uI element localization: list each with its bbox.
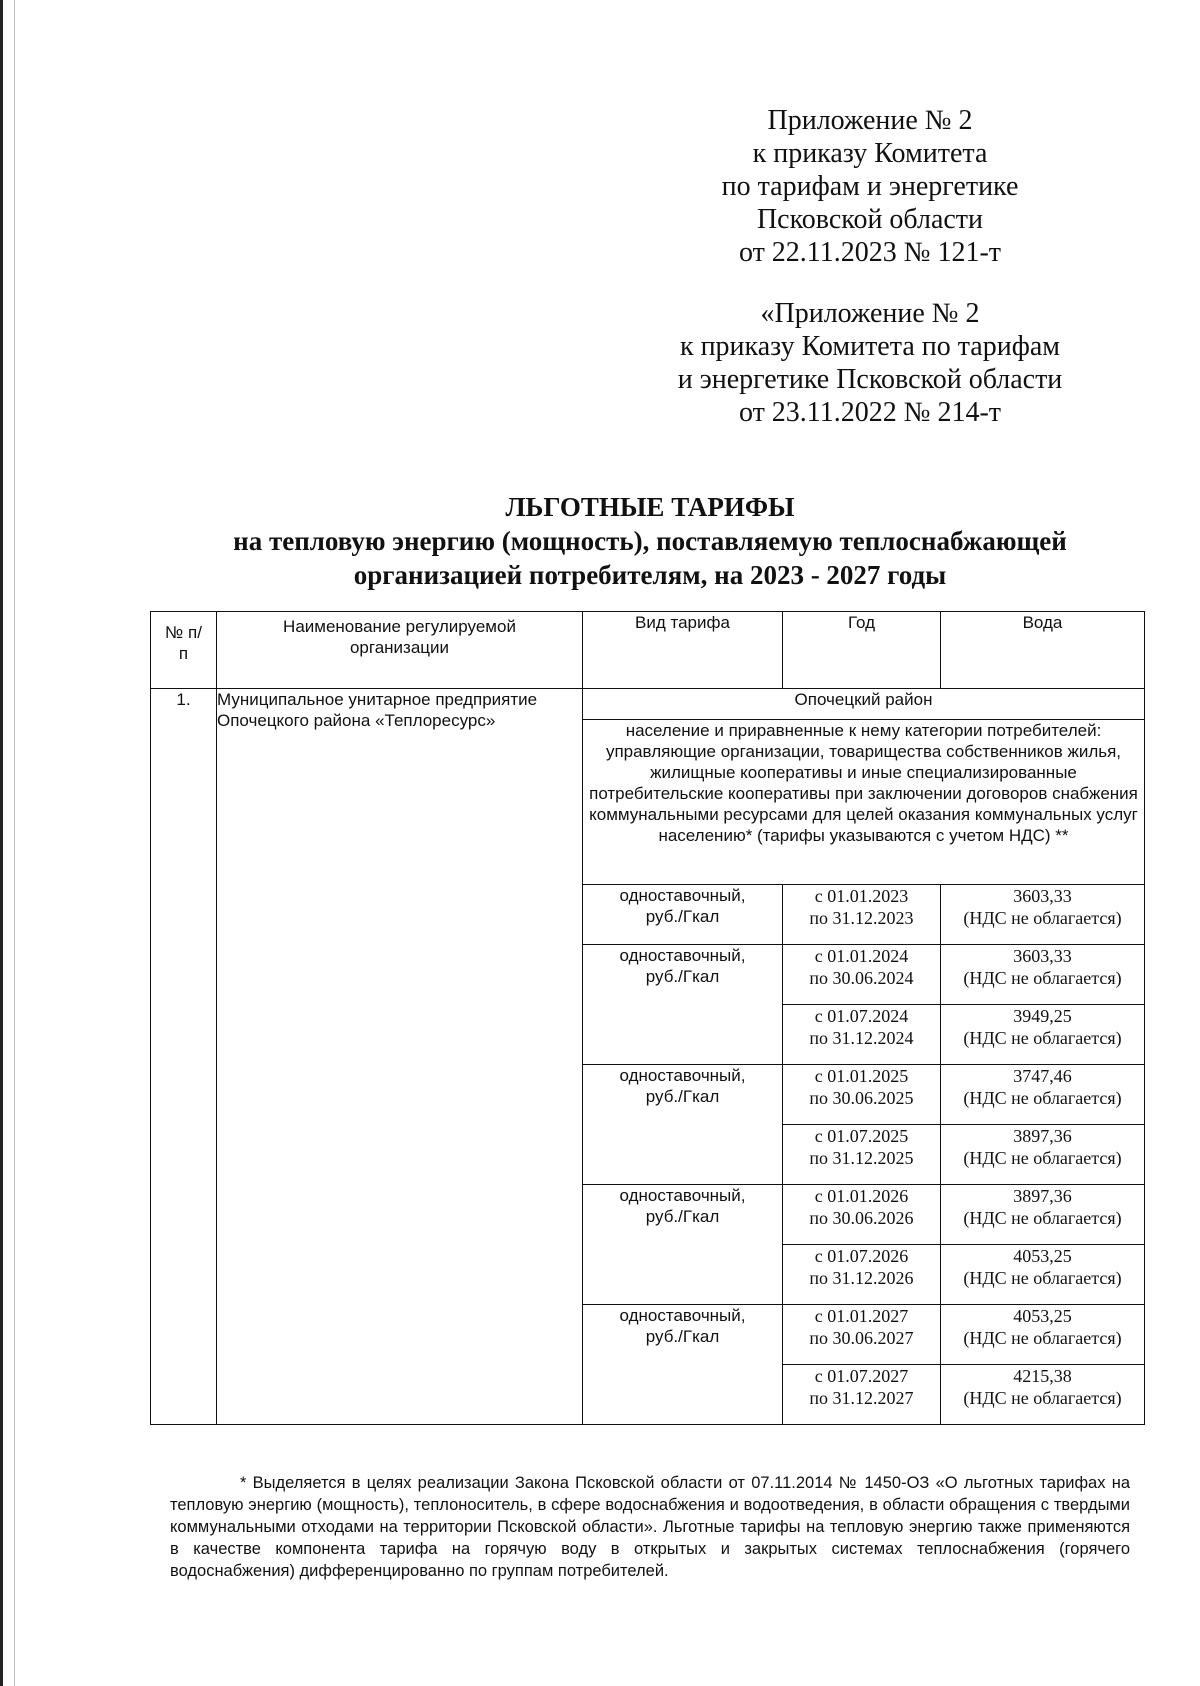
price-note: (НДС не облагается) bbox=[963, 1328, 1122, 1348]
tariff-type-cell bbox=[583, 1065, 783, 1185]
price-note: (НДС не облагается) bbox=[963, 1268, 1122, 1288]
header-line: от 23.11.2022 № 214-т bbox=[738, 397, 1002, 428]
tariff-unit-line: руб./Гкал bbox=[645, 1207, 720, 1226]
period-from: с 01.07.2026 bbox=[814, 1246, 909, 1266]
scan-edge-faint bbox=[14, 0, 15, 1686]
footnote-text: * Выделяется в целях реализации Закона Псковской области от 07.11.2014 № 1450-ОЗ «О льготных тарифах на тепловую энергию (мощность), теплоноситель, в сфере водоснабжения и водоотведения, в области обращения с твердыми коммунальными отходами на территории Псковской области». Льготные тарифы на тепловую энергию также применяются в качестве компонента тарифа на горячую воду в открытых и закрытых системах теплоснабжения (горячего водоснабжения) дифференцированно по группам потребителей. bbox=[170, 1474, 1130, 1580]
period-from: с 01.01.2025 bbox=[814, 1066, 909, 1086]
tariff-type-line: одноставочный, bbox=[619, 886, 746, 905]
tariff-unit-line: руб./Гкал bbox=[645, 967, 720, 986]
header-line: к приказу Комитета bbox=[752, 138, 988, 169]
tariff-unit-line: руб./Гкал bbox=[645, 907, 720, 926]
price-note: (НДС не облагается) bbox=[963, 1148, 1122, 1168]
header-line: Псковской области bbox=[756, 204, 984, 235]
price-cell bbox=[941, 1245, 1145, 1305]
row-number: 1. bbox=[151, 689, 217, 1425]
price-value: 4215,38 bbox=[1013, 1366, 1072, 1386]
appendix-header bbox=[720, 104, 1020, 269]
period-cell bbox=[783, 1065, 941, 1125]
period-cell bbox=[783, 945, 941, 1005]
price-cell bbox=[941, 1305, 1145, 1365]
tariff-type-line: одноставочный, bbox=[619, 946, 746, 965]
tariff-type-cell bbox=[583, 1305, 783, 1425]
title-line-1: ЛЬГОТНЫЕ ТАРИФЫ bbox=[505, 492, 795, 522]
table-row bbox=[151, 689, 1145, 720]
period-cell bbox=[783, 1305, 941, 1365]
tariff-type-cell bbox=[583, 945, 783, 1065]
period-from: с 01.01.2026 bbox=[814, 1186, 909, 1206]
tariff-type-cell bbox=[583, 1185, 783, 1305]
header-tariff-type: Вид тарифа bbox=[583, 612, 783, 689]
period-cell bbox=[783, 1005, 941, 1065]
price-note: (НДС не облагается) bbox=[963, 968, 1122, 988]
price-value: 3603,33 bbox=[1013, 886, 1072, 906]
price-cell bbox=[941, 1185, 1145, 1245]
quoted-appendix-header bbox=[660, 297, 1080, 429]
price-cell bbox=[941, 945, 1145, 1005]
price-value: 3897,36 bbox=[1013, 1126, 1072, 1146]
header-line: Приложение № 2 bbox=[767, 105, 973, 136]
period-from: с 01.01.2027 bbox=[814, 1306, 909, 1326]
period-to: по 30.06.2025 bbox=[809, 1088, 914, 1108]
price-note: (НДС не облагается) bbox=[963, 1208, 1122, 1228]
period-to: по 30.06.2024 bbox=[809, 968, 914, 988]
header-line: «Приложение № 2 bbox=[760, 298, 980, 329]
footnote bbox=[170, 1472, 1130, 1582]
tariff-type-line: одноставочный, bbox=[619, 1066, 746, 1085]
price-cell bbox=[941, 1125, 1145, 1185]
title-line-2: на тепловую энергию (мощность), поставляемую теплоснабжающей bbox=[233, 526, 1067, 556]
document-title bbox=[150, 490, 1150, 592]
price-cell bbox=[941, 885, 1145, 945]
header-year: Год bbox=[783, 612, 941, 689]
period-cell bbox=[783, 1185, 941, 1245]
price-value: 4053,25 bbox=[1013, 1246, 1072, 1266]
tariff-table bbox=[150, 611, 1145, 1425]
price-cell bbox=[941, 1365, 1145, 1425]
period-cell bbox=[783, 885, 941, 945]
header-water: Вода bbox=[941, 612, 1145, 689]
price-note: (НДС не облагается) bbox=[963, 1088, 1122, 1108]
period-from: с 01.07.2024 bbox=[814, 1006, 909, 1026]
header-line: от 22.11.2023 № 121-т bbox=[738, 237, 1002, 268]
tariff-unit-line: руб./Гкал bbox=[645, 1327, 720, 1346]
period-from: с 01.07.2025 bbox=[814, 1126, 909, 1146]
scan-edge bbox=[0, 0, 3, 1686]
organization-name: Муниципальное унитарное предприятие Опочецкого района «Теплоресурс» bbox=[217, 689, 583, 1425]
header-line: к приказу Комитета по тарифам bbox=[679, 331, 1061, 362]
price-note: (НДС не облагается) bbox=[963, 1028, 1122, 1048]
period-to: по 31.12.2027 bbox=[809, 1388, 914, 1408]
header-organization: Наименование регулируемой организации bbox=[217, 612, 583, 689]
tariff-unit-line: руб./Гкал bbox=[645, 1087, 720, 1106]
period-to: по 31.12.2023 bbox=[809, 908, 914, 928]
consumer-category: население и приравненные к нему категории потребителей: управляющие организации, товарищества собственников жилья, жилищные кооперативы и иные специализированные потребительские кооперативы при заключении договоров снабжения коммунальными ресурсами для целей оказания коммунальных услуг населению* (тарифы указываются с учетом НДС) ** bbox=[583, 720, 1145, 885]
price-value: 3949,25 bbox=[1013, 1006, 1072, 1026]
tariff-type-cell bbox=[583, 885, 783, 945]
header-line: и энергетике Псковской области bbox=[677, 364, 1063, 395]
price-value: 3603,33 bbox=[1013, 946, 1072, 966]
period-to: по 30.06.2026 bbox=[809, 1208, 914, 1228]
period-to: по 31.12.2025 bbox=[809, 1148, 914, 1168]
district-name: Опочецкий район bbox=[583, 689, 1145, 720]
period-to: по 31.12.2024 bbox=[809, 1028, 914, 1048]
period-cell bbox=[783, 1245, 941, 1305]
period-to: по 30.06.2027 bbox=[809, 1328, 914, 1348]
period-to: по 31.12.2026 bbox=[809, 1268, 914, 1288]
period-cell bbox=[783, 1125, 941, 1185]
header-num: № п/п bbox=[151, 612, 217, 689]
header-line: по тарифам и энергетике bbox=[721, 171, 1019, 202]
price-value: 4053,25 bbox=[1013, 1306, 1072, 1326]
price-value: 3747,46 bbox=[1013, 1066, 1072, 1086]
table-header-row bbox=[151, 612, 1145, 689]
tariff-type-line: одноставочный, bbox=[619, 1186, 746, 1205]
period-from: с 01.01.2023 bbox=[814, 886, 909, 906]
price-value: 3897,36 bbox=[1013, 1186, 1072, 1206]
period-from: с 01.01.2024 bbox=[814, 946, 909, 966]
price-note: (НДС не облагается) bbox=[963, 908, 1122, 928]
price-note: (НДС не облагается) bbox=[963, 1388, 1122, 1408]
tariff-type-line: одноставочный, bbox=[619, 1306, 746, 1325]
price-cell bbox=[941, 1065, 1145, 1125]
period-from: с 01.07.2027 bbox=[814, 1366, 909, 1386]
period-cell bbox=[783, 1365, 941, 1425]
price-cell bbox=[941, 1005, 1145, 1065]
title-line-3: организацией потребителям, на 2023 - 2027 годы bbox=[353, 560, 947, 590]
